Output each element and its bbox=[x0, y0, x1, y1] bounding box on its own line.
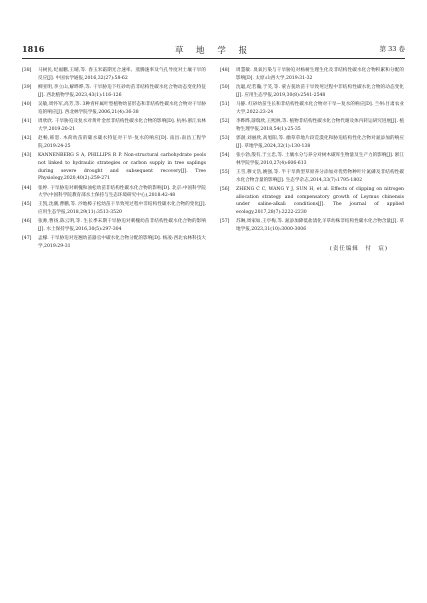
reference-item bbox=[22, 84, 206, 100]
reference-text: 吴敏,周怀军,高芳,等. 3种青杆属叶型植物幼苗形态和非结构性碳水化合物对干旱胁迫的响应[J]. 西北林学院学报,2006,21(4):36-38 bbox=[38, 101, 206, 115]
references-left-column bbox=[22, 67, 206, 252]
reference-text: 柳亚明,李立山,解晔晔,等. 干旱胁迫下红砂幼苗非结构性碳水化合物动态变化特征[J]. 西北植物学报,2023,43(1):116-126 bbox=[38, 84, 206, 98]
reference-number: [50] bbox=[220, 84, 230, 90]
page-header bbox=[22, 44, 405, 58]
reference-item bbox=[220, 218, 404, 234]
reference-item bbox=[22, 118, 206, 134]
reference-item bbox=[22, 67, 206, 83]
reference-text: 马树民,纪福鹏,王晴,等. 春玉米霜期光合速率、蒸腾速率及气孔导度对土壤干旱的反应[J]. 中国农学通报,2016,32(27):58-62 bbox=[38, 68, 206, 81]
reference-number: [44] bbox=[22, 185, 32, 191]
reference-number: [38] bbox=[22, 68, 32, 73]
references-right-column bbox=[220, 67, 404, 252]
reference-number: [40] bbox=[22, 101, 32, 107]
reference-text: 周慧敏. 臭氧污染与干旱胁迫对杨树生理生化及非结构性碳水化合物积累和分配的影响[D]. 太原:山西大学,2019:31-32 bbox=[236, 68, 404, 81]
reference-text: KANNENBERG S A, PHILLIPS R P. Non-structural carbohydrate pools not linked to hydraulic strategies or carbon supply in tree saplings during severe drought and subsequent recovery[J]. Tree Physiology,2020,40(2):259-271 bbox=[38, 152, 206, 182]
reference-text: 李晔晔,薛瑞欣,王熙林,等. 植物非结构性碳水化合物代谢及体内转运研究进展[J]. 植物生理学报,2018,54(1):25-35 bbox=[236, 118, 404, 132]
reference-text: 孟檬. 干旱胁迫对连翘幼苗器官中碳水化合物分配的影响[D]. 杨凌:西北农林科技大学,2019:29-31 bbox=[38, 236, 206, 250]
reference-number: [42] bbox=[22, 135, 32, 141]
reference-item bbox=[22, 152, 206, 183]
volume-label: 第 33 卷 bbox=[379, 45, 405, 53]
reference-text: 赵畅,韩恕. 木荷幼苗的碳水碳水特征对干旱-复水的响应[D]. 南昌:南昌工程学院,2019:24-25 bbox=[38, 135, 206, 149]
reference-text: 郭澍,刘丽欣,高旭阳,等. 幽草草地片段荒漠化和胁迫结构性化合物对氮添加的响应[J]. 草地学报,2024,32(1):130-138 bbox=[236, 135, 404, 149]
reference-number: [52] bbox=[220, 118, 230, 124]
reference-item bbox=[220, 101, 404, 117]
reference-text: 马静. 红砂幼苗生长和非结构性碳水化合物对干旱—复水的响应[D]. 兰州:甘肃农业大学,2022:23-24 bbox=[236, 101, 404, 115]
reference-number: [56] bbox=[220, 186, 230, 192]
reference-number: [41] bbox=[22, 118, 32, 124]
editor-note: (责任编辑 付 宸) bbox=[329, 246, 388, 253]
reference-text: ZHENG C C, WANG Y J, SUN H, et al. Effects of clipping on nitrogen allocation strategy and compensatory growth of Leymus chinensis under saline-alkali conditions[J]. The journal of applied ecology,2017,28(7):2222-2230 bbox=[236, 186, 404, 216]
reference-item bbox=[22, 235, 206, 251]
reference-item bbox=[220, 135, 404, 151]
page-number: 1816 bbox=[22, 44, 45, 54]
reference-number: [55] bbox=[220, 169, 230, 175]
reference-text: 王凯,沈潮,曹鹏,等. 沙地樟子松幼苗干旱致死过程中非结构性碳水化合物的变化[J]. 应用生态学报,2018,29(11):3513-3520 bbox=[38, 202, 206, 216]
reference-item bbox=[22, 135, 206, 151]
reference-item bbox=[220, 186, 404, 217]
reference-number: [51] bbox=[220, 101, 230, 107]
reference-text: 苏琳,周家如,王亭梅,等. 氮添加降低盐渍化羊草幼株非结构性碳水化合物含量[J]. 草地学报,2023,31(10):3000-3006 bbox=[236, 219, 404, 233]
reference-text: 沈聪,纪若瀚,于笑,等. 蒙古莸幼苗干旱致死过程中非结构性碳水化合物的动态变化[J]. 应用生态学报,2019,30(8):2541-2548 bbox=[236, 84, 404, 98]
reference-number: [47] bbox=[22, 236, 32, 242]
reference-text: 周欣欣. 干旱胁迫及复水对黄叶金丝非结构性碳水化合物的影响[D]. 杭州:浙江农林大学,2019:20-21 bbox=[38, 118, 206, 132]
reference-item bbox=[220, 118, 404, 134]
reference-item bbox=[220, 84, 404, 100]
reference-number: [46] bbox=[22, 219, 32, 225]
reference-text: 张帅,曹扬,陈云明,等. 生长季末期干旱胁迫对刺槐幼苗非结构性碳水化合物的影响[J]. 水土保持学报,2016,30(5):297-304 bbox=[38, 219, 206, 233]
reference-item bbox=[22, 201, 206, 217]
reference-number: [45] bbox=[22, 202, 32, 208]
reference-item bbox=[22, 101, 206, 117]
journal-title: 草 地 学 报 bbox=[174, 46, 253, 56]
reference-text: 王雪,穆文浩,姚强,等. 半干旱典型草原养分添加对优势物种叶片氮磷及非结构性碳水化合物含量的影响[J]. 生态学杂志,2014,33(7):1795-1802 bbox=[236, 169, 404, 183]
reference-number: [57] bbox=[220, 219, 230, 225]
reference-number: [54] bbox=[220, 152, 230, 158]
reference-number: [43] bbox=[22, 152, 32, 158]
reference-item bbox=[220, 169, 404, 185]
reference-item bbox=[220, 67, 404, 83]
reference-text: 张小勃,殷有,于立忠,等. 土壤水分与养分对树木碳库生物量及生产力的影响[J]. 浙江林学院学报,2010,27(4):606-613 bbox=[236, 152, 404, 166]
reference-text: 张婷. 干旱胁迫对刺槐和油松幼苗非结构性碳水化合物的影响[D]. 北京:中国科学院大学(中国科学院教育部水土保持与生态环境研究中心),2018:42-48 bbox=[38, 185, 206, 199]
reference-item bbox=[22, 185, 206, 201]
reference-number: [48] bbox=[220, 68, 230, 73]
reference-number: [39] bbox=[22, 84, 32, 90]
reference-number: [53] bbox=[220, 135, 230, 141]
header-rule bbox=[22, 58, 405, 59]
reference-item bbox=[220, 152, 404, 168]
reference-item bbox=[22, 218, 206, 234]
